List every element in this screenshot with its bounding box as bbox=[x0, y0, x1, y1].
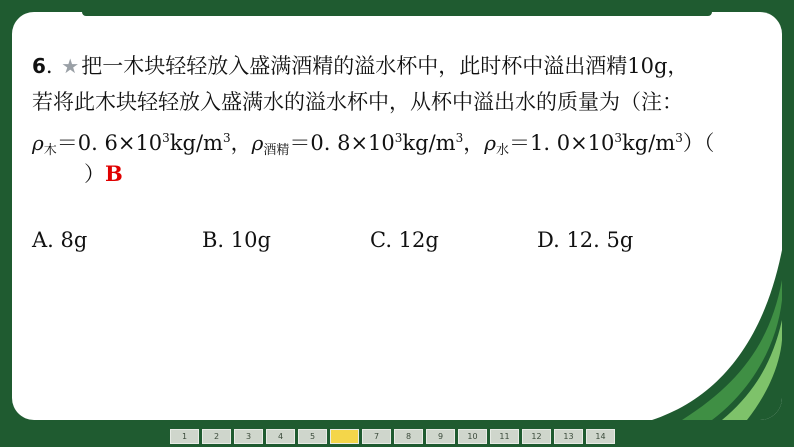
options-row bbox=[32, 228, 752, 258]
nav-page-button[interactable]: 7 bbox=[362, 429, 391, 444]
nav-page-button[interactable]: 4 bbox=[266, 429, 295, 444]
option-a[interactable]: A. 8g bbox=[32, 228, 88, 252]
unit: kg/m bbox=[169, 131, 223, 155]
option-c[interactable]: C. 12g bbox=[370, 228, 439, 252]
close-paren: ）（ bbox=[682, 131, 715, 155]
separator: ， bbox=[463, 131, 485, 155]
unit: kg/m bbox=[402, 131, 456, 155]
nav-page-button[interactable]: 12 bbox=[522, 429, 551, 444]
rho-symbol: ρ bbox=[484, 131, 496, 155]
question-line-4 bbox=[32, 156, 762, 192]
nav-page-button[interactable]: 13 bbox=[554, 429, 583, 444]
exponent: 3 bbox=[675, 131, 683, 145]
alcohol-density: ＝0. 8×10 bbox=[289, 131, 395, 155]
nav-page-button[interactable]: 3 bbox=[234, 429, 263, 444]
wood-subscript: 木 bbox=[43, 143, 57, 158]
water-density: ＝1. 0×10 bbox=[509, 131, 615, 155]
nav-page-button-current[interactable]: 6 bbox=[330, 429, 359, 444]
answer-mark: B bbox=[105, 161, 123, 186]
rho-symbol: ρ bbox=[32, 131, 44, 155]
nav-page-button[interactable]: 14 bbox=[586, 429, 615, 444]
option-d[interactable]: D. 12. 5g bbox=[537, 228, 634, 252]
question-line-2 bbox=[32, 84, 762, 120]
wood-density: ＝0. 6×10 bbox=[56, 131, 163, 155]
page-navigation bbox=[170, 429, 615, 444]
slide-card bbox=[12, 12, 782, 420]
nav-page-button[interactable]: 9 bbox=[426, 429, 455, 444]
question-block bbox=[32, 48, 762, 192]
exponent: 3 bbox=[614, 131, 623, 145]
separator: ， bbox=[230, 131, 252, 155]
question-text-2: 若将此木块轻轻放入盛满水的溢水杯中，从杯中溢出水的质量为（注： bbox=[32, 90, 683, 114]
nav-page-button[interactable]: 11 bbox=[490, 429, 519, 444]
corner-leaf-decoration bbox=[652, 250, 782, 420]
exponent: 3 bbox=[222, 131, 231, 145]
question-dot: . bbox=[45, 54, 53, 78]
blank-close-paren: ） bbox=[84, 162, 105, 186]
unit: kg/m bbox=[622, 131, 676, 155]
option-b[interactable]: B. 10g bbox=[202, 228, 271, 252]
nav-page-button[interactable]: 10 bbox=[458, 429, 487, 444]
nav-page-button[interactable]: 2 bbox=[202, 429, 231, 444]
exponent: 3 bbox=[394, 131, 403, 145]
nav-page-button[interactable]: 1 bbox=[170, 429, 199, 444]
rho-symbol: ρ bbox=[251, 131, 264, 155]
nav-page-button[interactable]: 8 bbox=[394, 429, 423, 444]
exponent: 3 bbox=[455, 131, 464, 145]
star-icon: ★ bbox=[61, 54, 80, 78]
question-line-1 bbox=[32, 48, 762, 84]
water-subscript: 水 bbox=[495, 143, 509, 158]
question-text-1: 把一木块轻轻放入盛满酒精的溢水杯中，此时杯中溢出酒精10g， bbox=[81, 54, 689, 78]
nav-page-button[interactable]: 5 bbox=[298, 429, 327, 444]
question-line-3 bbox=[32, 120, 762, 156]
exponent: 3 bbox=[162, 131, 170, 145]
top-tab-strip bbox=[82, 12, 712, 16]
alcohol-subscript: 酒精 bbox=[263, 143, 290, 158]
question-number: 6 bbox=[32, 54, 46, 78]
